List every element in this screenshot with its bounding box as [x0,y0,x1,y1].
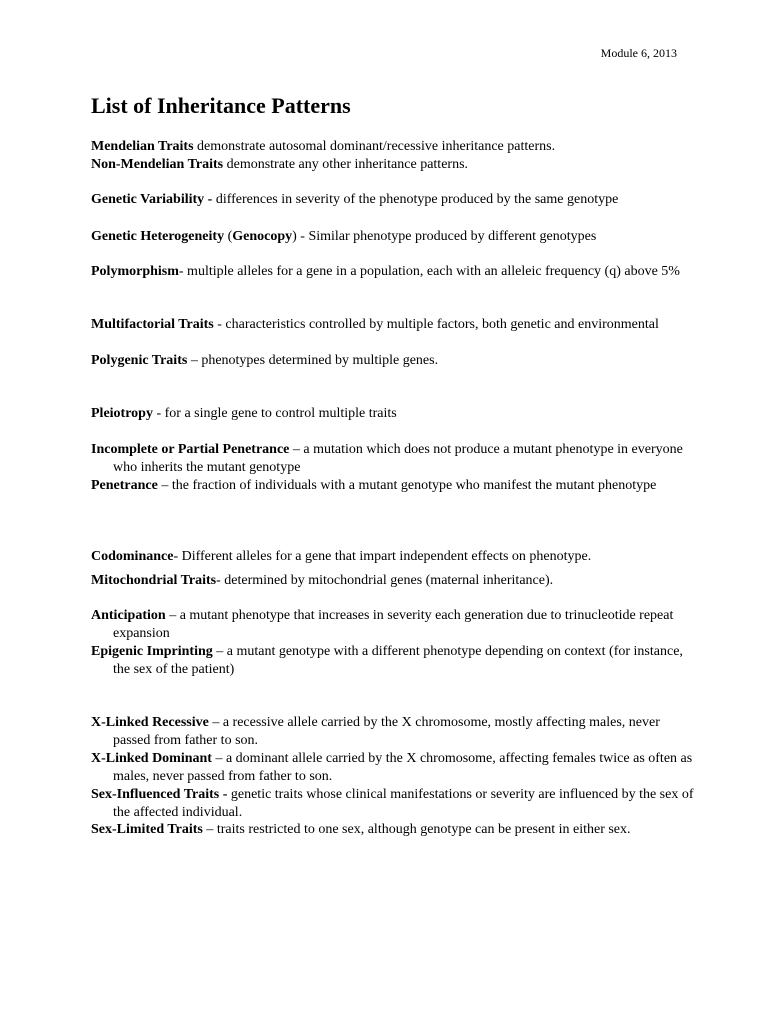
entry-x-linked-recessive [91,714,699,750]
page-title: List of Inheritance Patterns [91,93,351,118]
entry-term: Multifactorial Traits [91,317,214,332]
entry-description: – a mutation which does not produce a mutant phenotype in everyone who inherits the mutant genotype [113,442,683,475]
entry-term: Mitochondrial Traits [91,573,217,588]
entry-description: – traits restricted to one sex, although genotype can be present in either sex. [202,822,631,837]
module-header: Module 6, 2013 [600,46,677,60]
entry-sex-limited-traits [91,821,699,839]
entry-term: Polymorphism [91,264,179,279]
entry-pleiotropy [91,405,699,423]
entry-term: Epigenic Imprinting [91,644,213,659]
entry-term: Pleiotropy [91,406,153,421]
entry-term: Mendelian Traits [91,139,194,154]
entry-description: demonstrate any other inheritance patterns. [223,157,469,172]
entry-term: Non-Mendelian Traits [91,157,224,172]
entry-term: Genetic Variability - [91,192,213,207]
entry-term-secondary: Genocopy [232,229,293,244]
entry-x-linked-dominant [91,750,699,786]
entry-description: genetic traits whose clinical manifestations or severity are influenced by the sex of the affected individual. [113,787,694,820]
entry-term: Anticipation [91,608,166,623]
entry-description: – a mutant phenotype that increases in severity each generation due to trinucleotide repeat expansion [113,608,674,641]
entry-term: Codominance [91,549,174,564]
entry-polymorphism [91,263,699,281]
entry-genetic-heterogeneity [91,228,699,246]
entry-description: - multiple alleles for a gene in a population, each with an alleleic frequency (q) above 5% [178,264,680,279]
entry-term: X-Linked Dominant [91,751,212,766]
entry-non-mendelian-traits [91,156,699,174]
entry-connector: ( [224,229,233,244]
entry-term: Sex-Influenced Traits - [91,787,228,802]
entry-description: – a mutant genotype with a different phenotype depending on context (for instance, the sex of the patient) [113,644,683,677]
entry-description: – phenotypes determined by multiple genes. [187,353,439,368]
entry-description: – the fraction of individuals with a mutant genotype who manifest the mutant phenotype [157,478,657,493]
entry-description: – a recessive allele carried by the X chromosome, mostly affecting males, never passed from father to son. [113,715,660,748]
entry-multifactorial-traits [91,316,699,334]
entry-term: X-Linked Recessive [91,715,209,730]
entry-epigenic-imprinting [91,643,699,679]
entry-description: - Different alleles for a gene that impart independent effects on phenotype. [173,549,592,564]
entry-polygenic-traits [91,352,699,370]
entry-description: differences in severity of the phenotype produced by the same genotype [212,192,619,207]
entry-incomplete-penetrance [91,441,699,477]
entry-term: Polygenic Traits [91,353,188,368]
entry-term: Incomplete or Partial Penetrance [91,442,290,457]
entry-penetrance [91,477,699,495]
entry-description: – a dominant allele carried by the X chromosome, affecting females twice as often as males, never passed from father to son. [113,751,693,784]
entry-term: Penetrance [91,478,158,493]
entry-description: - determined by mitochondrial genes (maternal inheritance). [216,573,554,588]
entry-description: ) - Similar phenotype produced by different genotypes [292,229,597,244]
entry-mitochondrial-traits [91,572,699,590]
entry-description: - characteristics controlled by multiple factors, both genetic and environmental [213,317,659,332]
entry-mendelian-traits [91,138,699,156]
entry-genetic-variability [91,191,699,209]
entry-description: - for a single gene to control multiple traits [152,406,397,421]
entry-codominance [91,548,699,566]
entry-description: demonstrate autosomal dominant/recessive inheritance patterns. [193,139,556,154]
entry-anticipation [91,607,699,643]
entry-term: Genetic Heterogeneity [91,229,225,244]
entry-sex-influenced-traits [91,786,699,822]
entry-term: Sex-Limited Traits [91,822,203,837]
